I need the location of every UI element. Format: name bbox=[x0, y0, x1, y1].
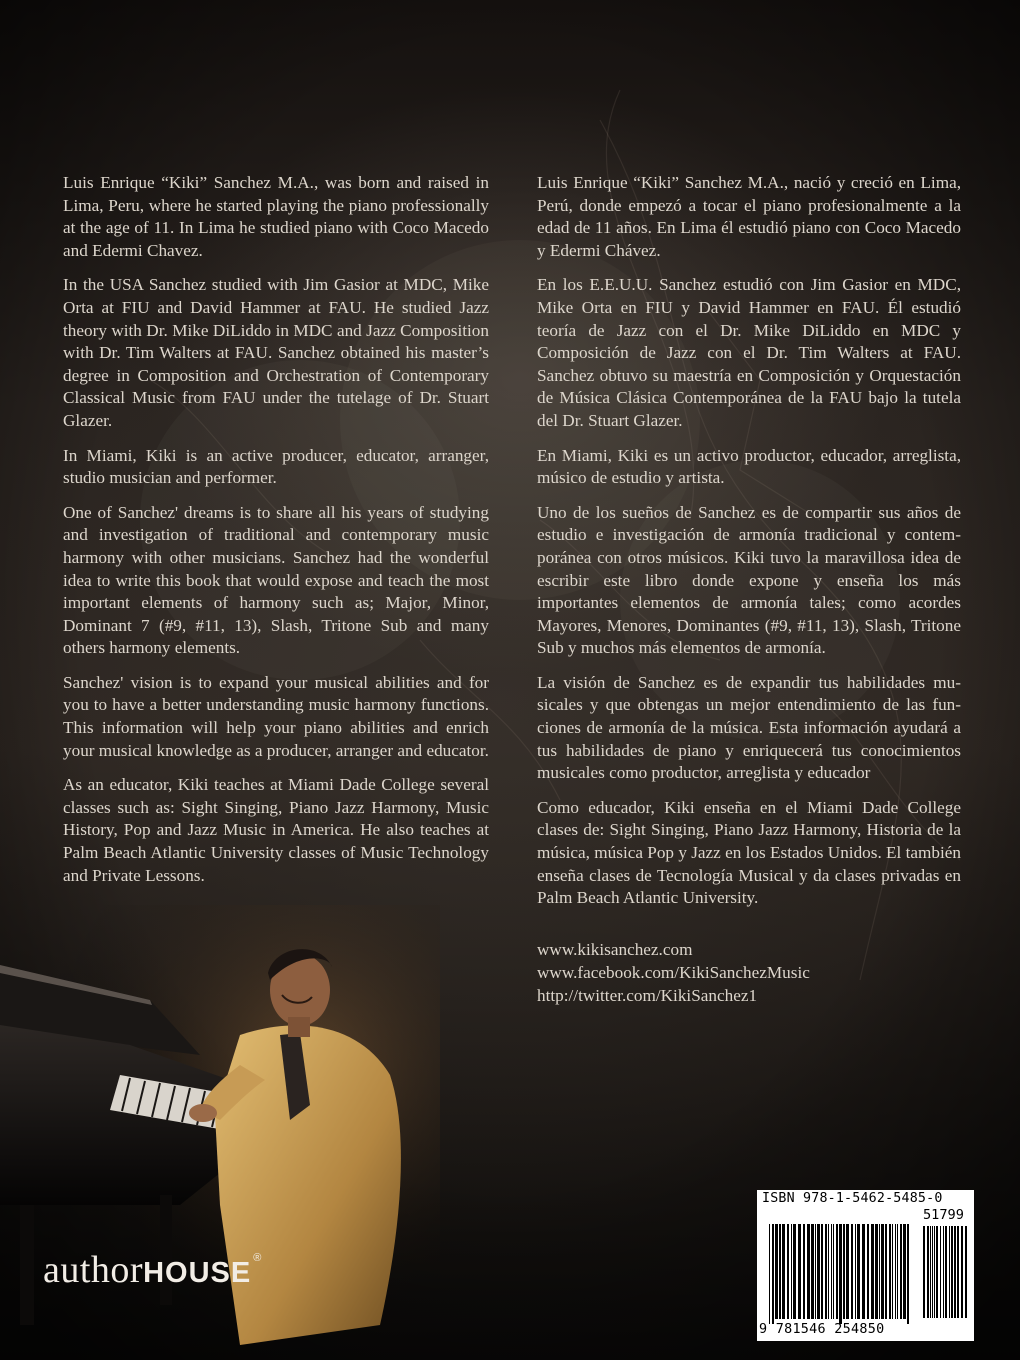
isbn-barcode bbox=[757, 1190, 974, 1341]
spanish-paragraph: Luis Enrique “Kiki” Sanchez M.A., nació y creció en Lima, Perú, donde empezó a tocar el piano profesionalmente a la edad de 11 años. En Lima él estudió piano con Coco Macedo y Edermi Chávez. bbox=[537, 173, 961, 260]
publisher-logo bbox=[43, 1248, 262, 1292]
spanish-paragraph: La visión de Sanchez es de expandir tus habilidades musicales y que obtengas un mejor entendimiento de las funciones de armonía de la música. Esta información ayudará a tus habilidades de piano y enriquecerá tus conocimientos musicales como productor, arreglista y educador bbox=[537, 672, 961, 783]
facebook-link[interactable]: www.facebook.com/KikiSanchezMusic bbox=[537, 963, 810, 982]
web-links bbox=[537, 938, 810, 1007]
spanish-paragraph: Como educador, Kiki enseña en el Miami Dade College clases de: Sight Singing, Piano Jazz Harmony, Historia de la música, música Pop y Jazz en los Estados Unidos. El también enseña clases de Tecnología Musical y da clases privadas en Palm Beach Atlantic University. bbox=[537, 797, 961, 908]
website-link[interactable]: www.kikisanchez.com bbox=[537, 940, 693, 959]
registered-mark: ® bbox=[253, 1252, 262, 1264]
english-paragraph: In the USA Sanchez studied with Jim Gasior at MDC, Mike Orta at FIU and David Hammer at FAU. He studied Jazz theory with Dr. Mike DiLiddo in MDC and Jazz Composition with Dr. Tim Walters at FAU. Sanchez obtained his master’s degree in Composition and Orchestration of Contemporary Classical Music from FAU under the tutelage of Dr. Stuart Glazer. bbox=[63, 275, 489, 430]
english-paragraph: As an educator, Kiki teaches at Miami Dade College several classes such as: Sight Singing, Piano Jazz Harmony, Music History, Pop and Jazz Music in America. He also teaches at Palm Beach Atlantic University classes of Music Technology and Private Lessons. bbox=[63, 775, 489, 885]
twitter-link[interactable]: http://twitter.com/KikiSanchez1 bbox=[537, 986, 758, 1005]
isbn-number: ISBN 978-1-5462-5485-0 bbox=[762, 1191, 943, 1206]
logo-author-text: author bbox=[43, 1249, 144, 1291]
english-paragraph: One of Sanchez' dreams is to share all his years of studying and investigation of traditional and contemporary music harmony with other musicians. Sanchez had the wonderful idea to write this book that would expose and teach the most important elements of harmony such as; Major, Minor, Dominant 7 (#9, #11, 13), Slash, Tritone Sub and many others harmony elements. bbox=[63, 502, 489, 658]
ean-digits: 9 781546 254850 bbox=[759, 1322, 885, 1337]
english-paragraph: Luis Enrique “Kiki” Sanchez M.A., was born and raised in Lima, Peru, where he started playing the piano professionally at the age of 11. In Lima he studied piano with Coco Macedo and Edermi Chavez. bbox=[63, 173, 489, 260]
logo-house-text: HOUSE bbox=[143, 1257, 252, 1289]
spanish-paragraph: Uno de los sueños de Sanchez es de compartir sus años de estudio e investigación de armonía tradicional y contemporánea con otros músicos. Kiki tuvo la maravillosa idea de escribir este libro donde expone y enseña los más importantes elementos de armonía tales; como acordes Mayores, Menores, Dominantes (#9, #11, 13), Slash, Tritone Sub y muchos más elementos de armonía. bbox=[537, 502, 961, 658]
spanish-biography bbox=[537, 172, 961, 922]
price-code: 51799 bbox=[923, 1207, 964, 1223]
spanish-paragraph: En los E.E.U.U. Sanchez estudió con Jim Gasior en MDC, Mike Orta en FIU y David Hammer en FAU. Él estudió teoría de Jazz con el Dr. Mike DiLiddo en MDC y Composición de Jazz con el Dr. Tim Walters at FAU. Sanchez obtuvo su maestría en Composición y Orquestación de Música Clásica Contemporánea de la FAU bajo la tutela del Dr. Stuart Glazer. bbox=[537, 275, 961, 430]
english-biography bbox=[63, 172, 489, 899]
english-paragraph: Sanchez' vision is to expand your musical abilities and for you to have a better understanding music harmony functions. This information will help your piano abilities and enrich your musical knowledge as a producer, arranger and educator. bbox=[63, 672, 489, 760]
spanish-paragraph: En Miami, Kiki es un activo productor, educador, arreglista, músico de estudio y artista. bbox=[537, 445, 961, 488]
english-paragraph: In Miami, Kiki is an active producer, educator, arranger, studio musician and performer. bbox=[63, 445, 489, 488]
